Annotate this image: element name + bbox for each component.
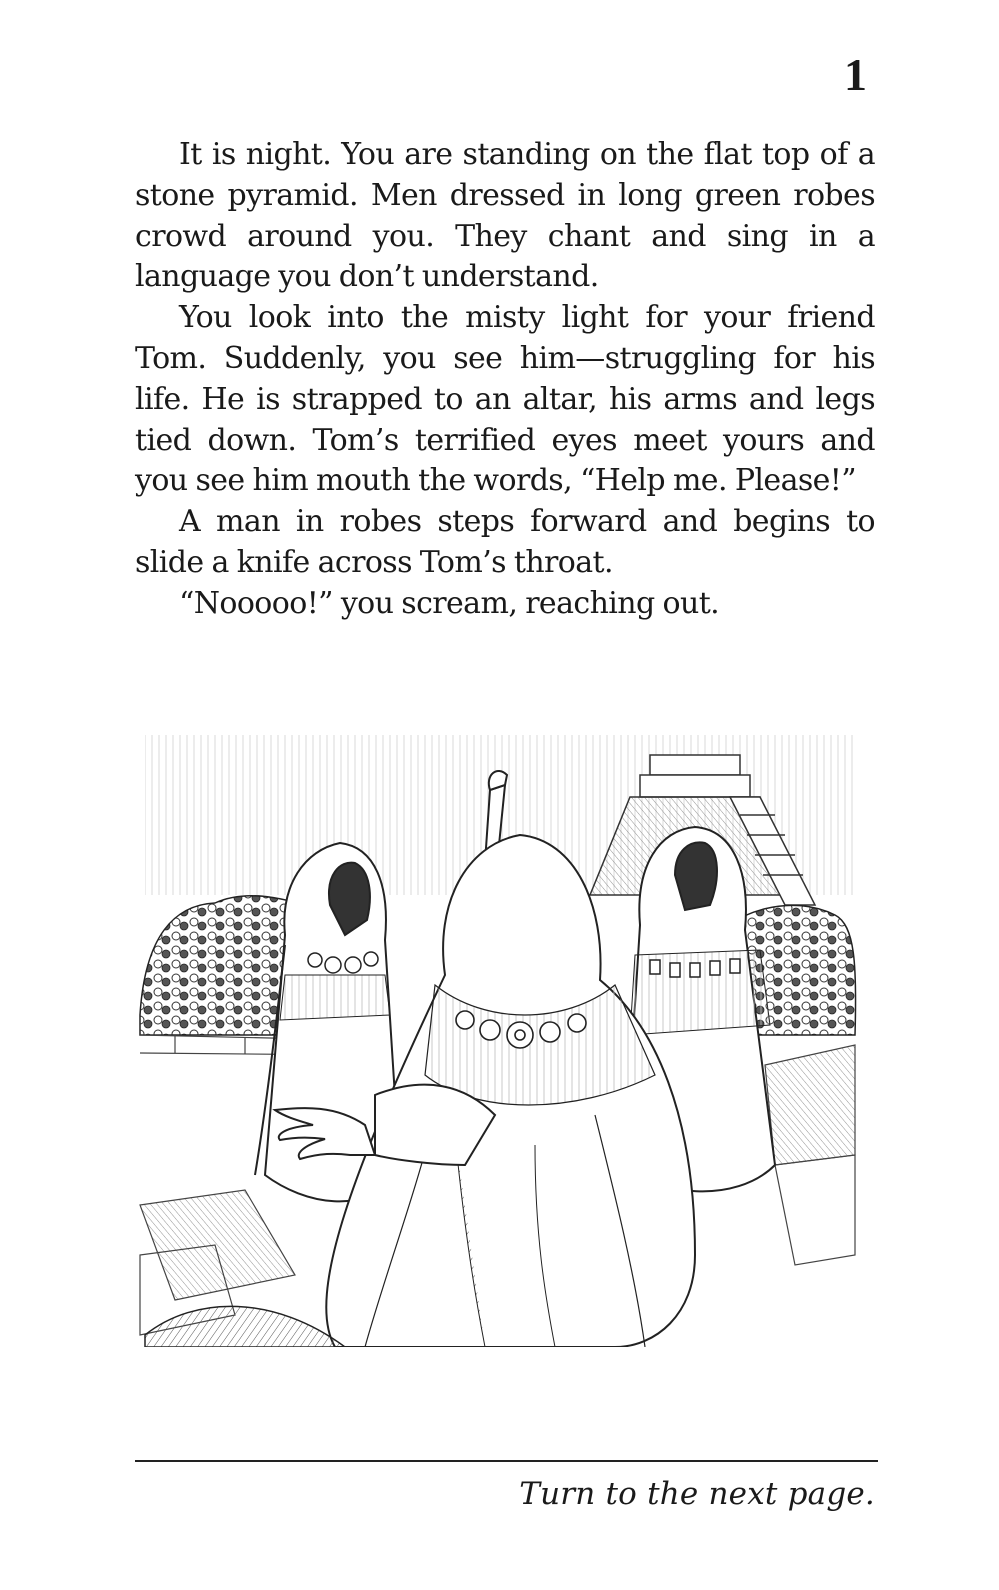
priests-illustration (135, 735, 860, 1347)
turn-page-instruction: Turn to the next page. (519, 1476, 875, 1512)
story-paragraph: “Nooooo!” you scream, reaching out. (179, 585, 720, 621)
story-paragraph: A man in robes steps forward and begins to slide a knife across Tom’s throat. (135, 504, 875, 580)
story-paragraph: It is night. You are standing on the flat top of a stone pyramid. Men dressed in long green robes crowd around you. They chant and sing in a language you don’t understand. (135, 137, 875, 295)
footer-divider (135, 1460, 878, 1462)
story-paragraph: You look into the misty light for your friend Tom. Suddenly, you see him—struggling for his life. He is strapped to an altar, his arms and legs tied down. Tom’s terrified eyes meet yours and you see him mouth the words, “Help me. Please!” (135, 300, 875, 499)
story-text (135, 135, 875, 625)
page-number: 1 (844, 49, 867, 100)
robe-hem (145, 1306, 345, 1347)
